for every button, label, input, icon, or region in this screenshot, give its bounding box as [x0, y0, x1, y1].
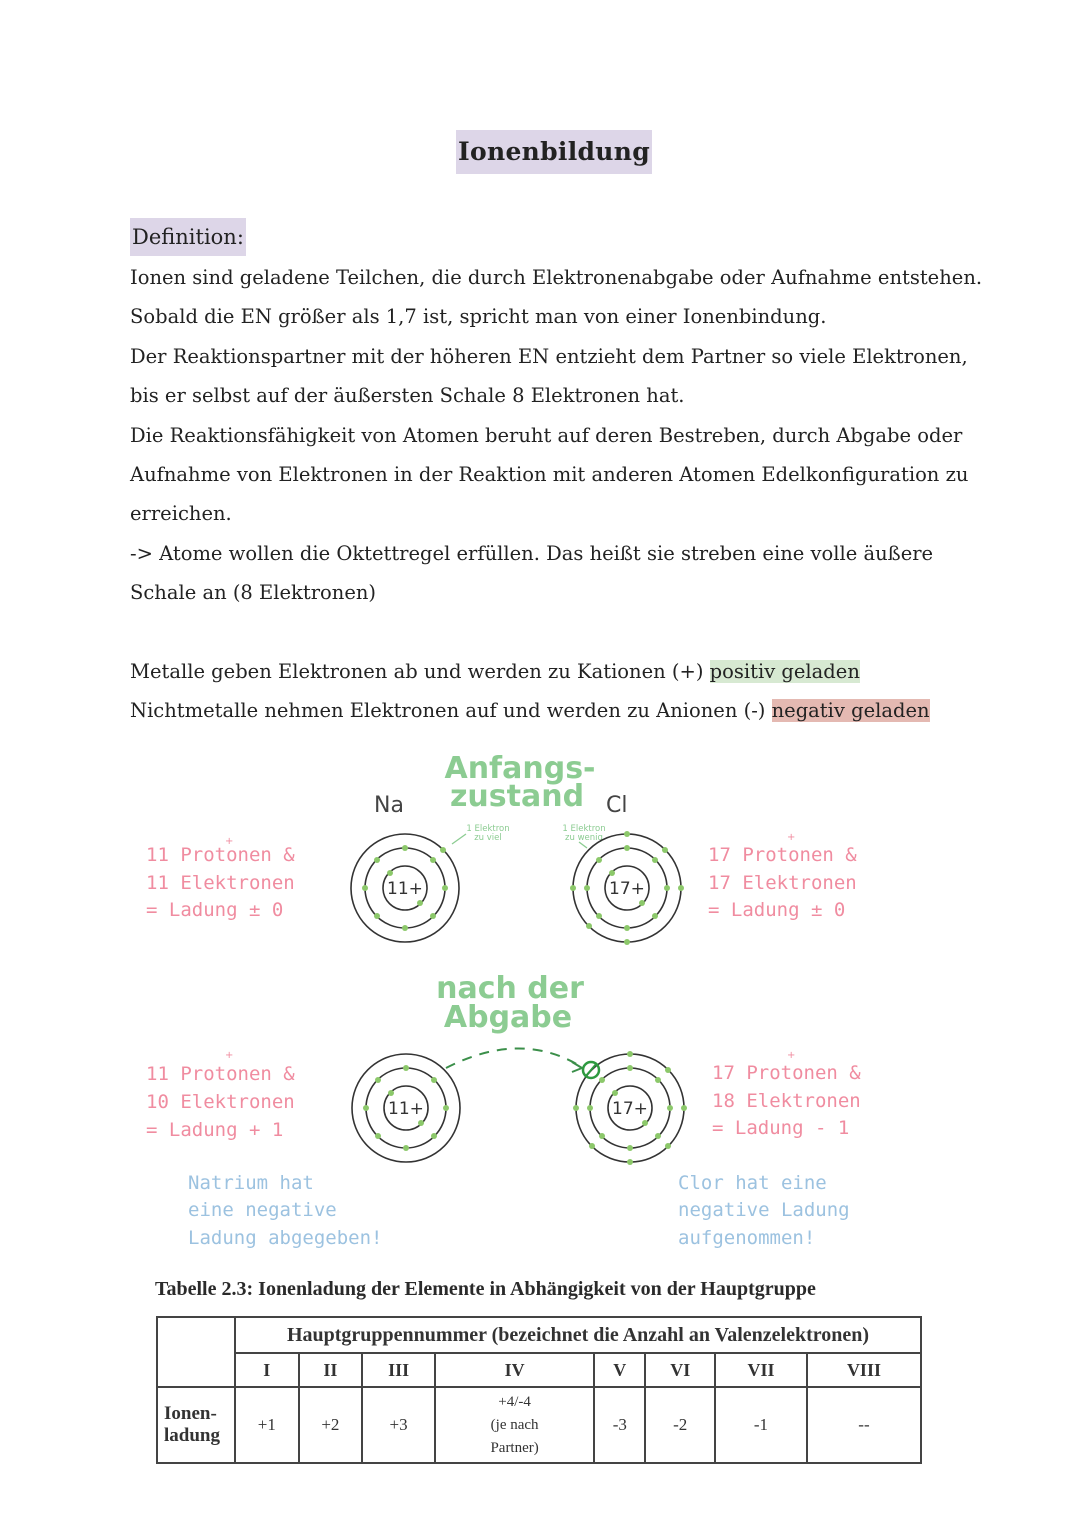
charge-cell: -3 [594, 1387, 645, 1463]
sodium-note-line1: Natrium hat [188, 1172, 314, 1194]
note-missing-electron: 1 Elektron [562, 824, 606, 834]
charge-cell: +1 [235, 1387, 299, 1463]
paragraph-line: Schale an (8 Elektronen) [130, 581, 377, 605]
ion-formation-diagram [130, 730, 950, 1260]
chlorine-note-line2: negative Ladung [678, 1199, 850, 1221]
definition-body [130, 258, 983, 731]
charge-cell: -2 [645, 1387, 715, 1463]
paragraph-line: Aufnahme von Elektronen in der Reaktion mit anderen Atomen Edelkonfiguration zu [130, 463, 969, 487]
sodium-nucleus-after: 11+ [388, 1099, 424, 1119]
paragraph-line: Sobald die EN größer als 1,7 ist, spricht man von einer Ionenbindung. [130, 305, 827, 329]
row-label: Ionen- ladung [157, 1387, 235, 1463]
chlorine-before-line3: = Ladung ± 0 [708, 899, 846, 921]
sodium-symbol: Na [374, 793, 404, 818]
group-header: III [362, 1353, 435, 1387]
metals-line [130, 652, 960, 691]
sodium-after-line1: 11 Protonen & [146, 1063, 295, 1085]
charge-cell-group-iv: +4/-4 (je nach Partner) [435, 1387, 594, 1463]
sodium-note-line3: Ladung abgegeben! [188, 1227, 383, 1249]
note-missing-electron-2: zu wenig [565, 833, 603, 843]
metals-text: Metalle geben Elektronen ab und werden zu Kationen (+) [130, 660, 710, 684]
group-header: IV [435, 1353, 594, 1387]
chlorine-symbol: Cl [606, 793, 628, 818]
paragraph-line: erreichen. [130, 502, 232, 526]
heading-after-1: nach der [436, 971, 584, 1006]
charge-cell: +2 [299, 1387, 363, 1463]
svg-text:+: + [225, 1050, 234, 1061]
sodium-before-line1: 11 Protonen & [146, 844, 295, 866]
paragraph-line: Der Reaktionspartner mit der höheren EN entzieht dem Partner so viele Elektronen, [130, 344, 968, 368]
ion-charge-table [156, 1316, 922, 1464]
heading-initial-1: Anfangs- [444, 751, 596, 786]
negative-highlight: negativ geladen [771, 699, 930, 723]
charge-cell: -- [807, 1387, 921, 1463]
paragraph-line: bis er selbst auf der äußersten Schale 8 Elektronen hat. [130, 384, 685, 408]
table-header: Hauptgruppennummer (bezeichnet die Anzahl an Valenzelektronen) [235, 1317, 921, 1353]
chlorine-nucleus-after: 17+ [612, 1099, 648, 1119]
svg-text:+: + [787, 1050, 796, 1061]
svg-text:+: + [225, 836, 234, 847]
sodium-after-line3: = Ladung + 1 [146, 1119, 284, 1141]
sodium-note-line2: eine negative [188, 1199, 337, 1221]
chlorine-before-line1: 17 Protonen & [708, 844, 857, 866]
paragraph-line: Die Reaktionsfähigkeit von Atomen beruht auf deren Bestreben, durch Abgabe oder [130, 423, 963, 447]
page-title: Ionenbildung [456, 130, 652, 174]
table-caption: Tabelle 2.3: Ionenladung der Elemente in Abhängigkeit von der Hauptgruppe [155, 1278, 816, 1300]
sodium-after-line2: 10 Elektronen [146, 1091, 295, 1113]
note-extra-electron-2: zu viel [474, 833, 502, 843]
chlorine-before-line2: 17 Elektronen [708, 872, 857, 894]
heading-after-2: Abgabe [443, 1000, 573, 1035]
chlorine-after-line1: 17 Protonen & [712, 1062, 861, 1084]
nonmetals-line [130, 691, 960, 730]
heading-initial-2: zustand [449, 779, 585, 814]
chlorine-nucleus-before: 17+ [609, 879, 645, 899]
group-header: VIII [807, 1353, 921, 1387]
charge-cell: +3 [362, 1387, 435, 1463]
chlorine-note-line1: Clor hat eine [678, 1172, 827, 1194]
sodium-nucleus-before: 11+ [387, 879, 423, 899]
group-header: VII [715, 1353, 807, 1387]
definition-heading: Definition: [130, 218, 246, 256]
note-extra-electron: 1 Elektron [466, 824, 510, 834]
positive-highlight: positiv geladen [709, 660, 860, 684]
chlorine-after-line2: 18 Elektronen [712, 1090, 861, 1112]
group-header: II [299, 1353, 363, 1387]
charge-cell: -1 [715, 1387, 807, 1463]
chlorine-after-line3: = Ladung - 1 [712, 1117, 850, 1139]
chlorine-note-line3: aufgenommen! [678, 1227, 816, 1249]
nonmetals-text: Nichtmetalle nehmen Elektronen auf und werden zu Anionen (-) [130, 699, 772, 723]
group-header: VI [645, 1353, 715, 1387]
table-corner-cell [157, 1317, 235, 1387]
svg-text:+: + [787, 832, 796, 843]
sodium-before-line2: 11 Elektronen [146, 872, 295, 894]
paragraph-line: -> Atome wollen die Oktettregel erfüllen. Das heißt sie streben eine volle äußere [130, 541, 934, 565]
group-header: I [235, 1353, 299, 1387]
paragraph-line: Ionen sind geladene Teilchen, die durch Elektronenabgabe oder Aufnahme entstehen. [130, 266, 983, 289]
sodium-before-line3: = Ladung ± 0 [146, 899, 284, 921]
group-header: V [594, 1353, 645, 1387]
